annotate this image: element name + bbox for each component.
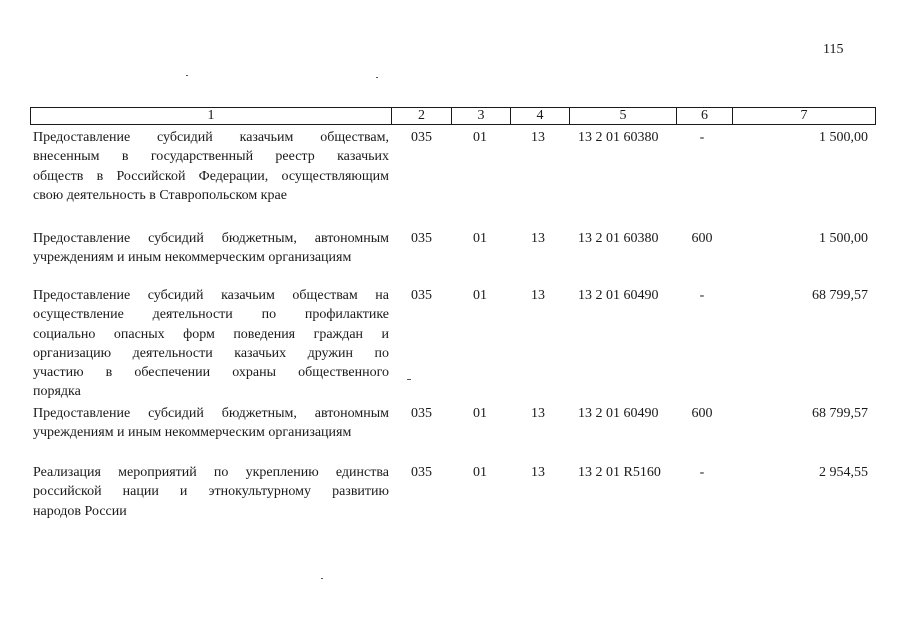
scan-speck <box>186 75 188 76</box>
header-col-4: 4 <box>511 108 570 124</box>
cell-col-2: 035 <box>411 288 432 303</box>
description-line: внесенным в государственный реестр казачьих <box>33 149 389 165</box>
cell-col-3: 01 <box>473 406 487 421</box>
cell-col-4: 13 <box>531 231 545 246</box>
row-description <box>33 286 389 402</box>
row-description <box>33 128 389 205</box>
scan-speck <box>407 379 411 380</box>
description-line: Предоставление субсидий казачьим обществам, <box>33 130 389 145</box>
cell-col-5: 13 2 01 60380 <box>578 231 659 246</box>
description-line: учреждениям и иным некоммерческим организациям <box>33 250 352 266</box>
cell-col-7: 1 500,00 <box>819 130 868 145</box>
cell-col-5: 13 2 01 R5160 <box>578 465 661 480</box>
description-line: Предоставление субсидий бюджетным, автономным <box>33 406 389 421</box>
cell-col-2: 035 <box>411 231 432 246</box>
header-col-1: 1 <box>31 108 392 124</box>
description-line: участию в обеспечении охраны общественного <box>33 365 389 381</box>
header-col-5: 5 <box>570 108 677 124</box>
description-line: свою деятельность в Ставропольском крае <box>33 187 287 203</box>
cell-col-3: 01 <box>473 288 487 303</box>
row-description <box>33 463 389 521</box>
cell-col-6: 600 <box>691 231 713 246</box>
cell-col-6: - <box>699 130 705 145</box>
cell-col-3: 01 <box>473 231 487 246</box>
description-line: социально опасных форм поведения граждан и <box>33 326 389 342</box>
row-description <box>33 229 389 268</box>
description-line: Предоставление субсидий бюджетным, автономным <box>33 231 389 246</box>
scan-speck <box>376 77 378 78</box>
table-header <box>30 107 876 125</box>
header-col-6: 6 <box>677 108 733 124</box>
cell-col-6: - <box>699 288 705 303</box>
cell-col-6: - <box>699 465 705 480</box>
description-line: осуществление деятельности по профилактике <box>33 307 389 323</box>
description-line: Реализация мероприятий по укреплению единства <box>33 465 389 480</box>
cell-col-6: 600 <box>691 406 713 421</box>
cell-col-7: 2 954,55 <box>819 465 868 480</box>
description-line: российской нации и этнокультурному развитию <box>33 484 389 500</box>
cell-col-4: 13 <box>531 130 545 145</box>
cell-col-3: 01 <box>473 465 487 480</box>
cell-col-2: 035 <box>411 465 432 480</box>
description-line: народов России <box>33 503 127 519</box>
cell-col-4: 13 <box>531 465 545 480</box>
cell-col-7: 68 799,57 <box>812 288 868 303</box>
cell-col-3: 01 <box>473 130 487 145</box>
cell-col-7: 1 500,00 <box>819 231 868 246</box>
cell-col-2: 035 <box>411 130 432 145</box>
header-col-3: 3 <box>452 108 511 124</box>
description-line: учреждениям и иным некоммерческим организациям <box>33 425 352 441</box>
row-description <box>33 404 389 443</box>
description-line: порядка <box>33 384 81 400</box>
cell-col-4: 13 <box>531 288 545 303</box>
cell-col-2: 035 <box>411 406 432 421</box>
description-line: организацию деятельности казачьих дружин по <box>33 345 389 361</box>
cell-col-7: 68 799,57 <box>812 406 868 421</box>
header-col-7: 7 <box>800 108 808 123</box>
cell-col-5: 13 2 01 60380 <box>578 130 659 145</box>
cell-col-5: 13 2 01 60490 <box>578 406 659 421</box>
page-number: 115 <box>823 42 844 57</box>
cell-col-5: 13 2 01 60490 <box>578 288 659 303</box>
cell-col-4: 13 <box>531 406 545 421</box>
header-col-2: 2 <box>392 108 452 124</box>
description-line: обществ в Российской Федерации, осуществляющим <box>33 168 389 184</box>
description-line: Предоставление субсидий казачьим обществам на <box>33 288 389 303</box>
scan-speck <box>321 578 323 579</box>
